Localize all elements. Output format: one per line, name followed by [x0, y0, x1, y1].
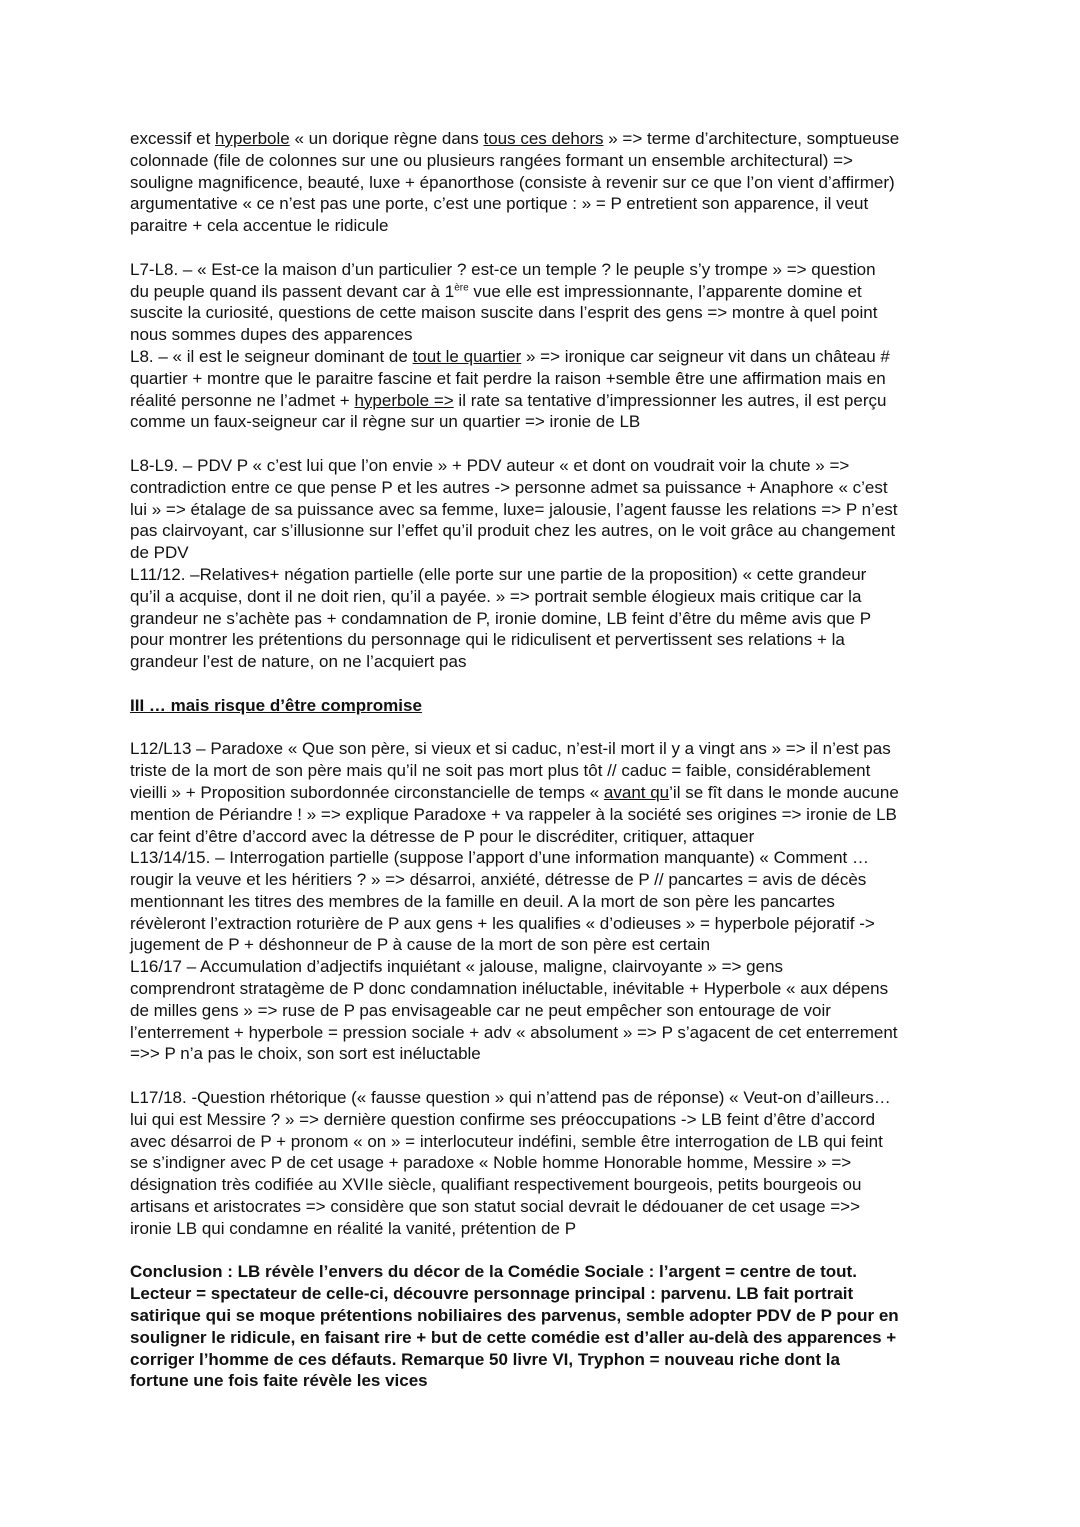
document-page	[130, 128, 960, 1392]
text-line: L17/18. -Question rhétorique (« fausse question » qui n’attend pas de réponse) « Veut-on d’ailleurs…	[130, 1088, 891, 1108]
paragraph-l8-l12	[130, 455, 960, 673]
text-line: colonnade (file de colonnes sur une ou plusieurs rangées formant un ensemble architectural) =>	[130, 150, 853, 170]
text-line: L8. – « il est le seigneur dominant de tout le quartier » => ironique car seigneur vit dans un château #	[130, 346, 890, 366]
text-line: nous sommes dupes des apparences	[130, 325, 413, 345]
text-line: de PDV	[130, 543, 189, 563]
text-line: du peuple quand ils passent devant car à 1ère vue elle est impressionnante, l’apparente domine et	[130, 281, 862, 301]
text-line: mention de Périandre ! » => explique Paradoxe + va rappeler à la société ses origines => ironie de LB	[130, 804, 897, 824]
text-line: excessif et hyperbole « un dorique règne dans tous ces dehors » => terme d’architecture, somptueuse	[130, 129, 900, 148]
text-line: triste de la mort de son père mais qu’il ne soit pas mort plus tôt // caduc = faible, considérablement	[130, 761, 871, 781]
text-line: Conclusion : LB révèle l’envers du décor de la Comédie Sociale : l’argent = centre de tout.	[130, 1262, 857, 1282]
paragraph-l7-l8	[130, 259, 960, 433]
text-line: jugement de P + déshonneur de P à cause de la mort de son père est certain	[130, 935, 711, 955]
text-line: L12/L13 – Paradoxe « Que son père, si vieux et si caduc, n’est-il mort il y a vingt ans » => il n’est pas	[130, 739, 891, 759]
text-line: L11/12. –Relatives+ négation partielle (elle porte sur une partie de la proposition) « cette grandeur	[130, 564, 867, 584]
text-line: lui qui est Messire ? » => dernière question confirme ses préoccupations -> LB feint d’être d’accord	[130, 1109, 876, 1129]
text-line: réalité personne ne l’admet + hyperbole => il rate sa tentative d’impressionner les autres, il est perçu	[130, 390, 887, 410]
text-line: corriger l’homme de ces défauts. Remarque 50 livre VI, Tryphon = nouveau riche dont la	[130, 1349, 840, 1369]
text-line: artisans et aristocrates => considère que son statut social devrait le dédouaner de cet usage =>>	[130, 1197, 861, 1217]
superscript-text: ère	[454, 281, 469, 293]
text-line: souligner le ridicule, en faisant rire + but de cette comédie est d’aller au-delà des apparences +	[130, 1327, 897, 1347]
text-line: pas clairvoyant, car s’illusionne sur l’effet qu’il produit chez les autres, on le voit grâce au changement	[130, 521, 896, 541]
paragraph-hyperbole	[130, 128, 960, 237]
underlined-text: hyperbole =>	[354, 390, 454, 410]
text-line: pour montrer les prétentions du personnage qui le ridiculisent et pervertissent ses relations + la	[130, 630, 845, 650]
underlined-text: tous ces dehors	[483, 129, 604, 148]
text-line: satirique qui se moque prétentions nobiliaires des parvenus, semble adopter PDV de P pour en	[130, 1306, 899, 1326]
text-line: L16/17 – Accumulation d’adjectifs inquiétant « jalouse, maligne, clairvoyante » => gens	[130, 957, 784, 977]
text-line: de milles gens » => ruse de P pas envisageable car ne peut empêcher son entourage de voir	[130, 1000, 831, 1020]
text-line: Lecteur = spectateur de celle-ci, découvre personnage principal : parvenu. LB fait portrait	[130, 1284, 854, 1304]
text-line: avec désarroi de P + pronom « on » = interlocuteur indéfini, semble être interrogation de LB qui feint	[130, 1131, 883, 1151]
text-line: suscite la curiosité, questions de cette maison suscite dans l’esprit des gens => montre à quel point	[130, 303, 878, 323]
underlined-text: tout le quartier	[412, 346, 522, 366]
text-line: mentionnant les titres des membres de la famille en deuil. A la mort de son père les pancartes	[130, 891, 835, 911]
text-line: contradiction entre ce que pense P et les autres -> personne admet sa puissance + Anaphore « c’est	[130, 477, 888, 497]
underlined-text: avant qu	[603, 782, 670, 802]
text-line: lui » => étalage de sa puissance avec sa femme, luxe= jalousie, l’agent fausse les relations => P n’est	[130, 499, 898, 519]
text-line: vieilli » + Proposition subordonnée circonstancielle de temps « avant qu’il se fît dans le monde aucune	[130, 782, 899, 802]
underlined-text: hyperbole	[215, 129, 290, 148]
text-line: grandeur ne s’achète pas + condamnation de P, ironie domine, LB feint d’être du même avis que P	[130, 608, 872, 628]
text-line: l’enterrement + hyperbole = pression sociale + adv « absolument » => P s’agacent de cet enterrement	[130, 1022, 898, 1042]
text-line: comme un faux-seigneur car il règne sur un quartier => ironie de LB	[130, 412, 641, 432]
text-line: qu’il a acquise, dont il ne doit rien, qu’il a payée. » => portrait semble élogieux mais critique car la	[130, 586, 862, 606]
text-line: =>> P n’a pas le choix, son sort est inéluctable	[130, 1044, 481, 1064]
text-line: L8-L9. – PDV P « c’est lui que l’on envie » + PDV auteur « et dont on voudrait voir la chute » =>	[130, 455, 850, 475]
text-line: fortune une fois faite révèle les vices	[130, 1371, 428, 1391]
text-line: car feint d’être d’accord avec la détresse de P pour le discréditer, critiquer, attaquer	[130, 826, 755, 846]
text-line: L13/14/15. – Interrogation partielle (suppose l’apport d’une information manquante) « Comment …	[130, 848, 869, 868]
text-line: L7-L8. – « Est-ce la maison d’un particulier ? est-ce un temple ? le peuple s’y trompe » => question	[130, 259, 876, 279]
text-line: grandeur l’est de nature, on ne l’acquiert pas	[130, 652, 467, 672]
text-line: se s’indigner avec P de cet usage + paradoxe « Noble homme Honorable homme, Messire » =>	[130, 1153, 852, 1173]
text-line: argumentative « ce n’est pas une porte, c’est une portique : » = P entretient son apparence, il veut	[130, 194, 869, 214]
text-line: révèleront l’extraction roturière de P aux gens + les qualifies « d’odieuses » = hyperbole péjoratif ->	[130, 913, 875, 933]
text-line: comprendront stratagème de P donc condamnation inéluctable, inévitable + Hyperbole « aux dépens	[130, 979, 889, 999]
text-line: souligne magnificence, beauté, luxe + épanorthose (consiste à revenir sur ce que l’on vient d’affirmer)	[130, 172, 895, 192]
section-heading-iii: III … mais risque d’être compromise	[130, 695, 422, 715]
text-line: ironie LB qui condamne en réalité la vanité, prétention de P	[130, 1218, 577, 1238]
text-line: quartier + montre que le paraitre fascine et fait perdre la raison +semble être une affirmation mais en	[130, 368, 886, 388]
paragraph-l12-l17	[130, 738, 960, 1065]
text-line: paraitre + cela accentue le ridicule	[130, 216, 389, 236]
text-line: désignation très codifiée au XVIIe siècle, qualifiant respectivement bourgeois, petits bourgeois ou	[130, 1175, 862, 1195]
text-line: rougir la veuve et les héritiers ? » => désarroi, anxiété, détresse de P // pancartes = avis de décès	[130, 870, 867, 890]
conclusion-paragraph	[130, 1261, 960, 1392]
paragraph-l17-l18	[130, 1087, 960, 1240]
